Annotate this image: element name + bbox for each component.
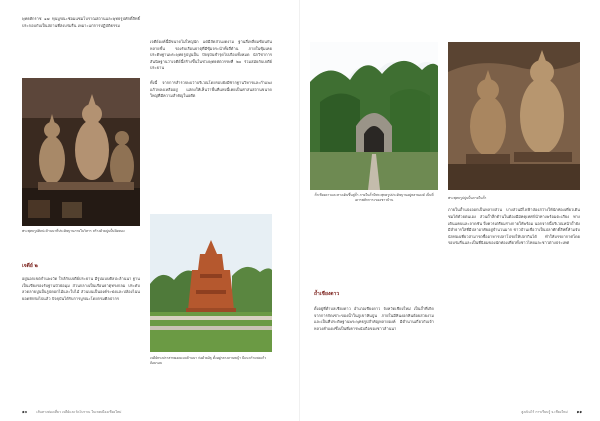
cave-paragraph: ตั้งอยู่ที่ตำบลเชียงดาว อำเภอเชียงดาว จังหวัดเชียงใหม่ เป็นถ้ำที่เกิดจากการกัดเซาะของน้ำในภูเขาหินปูน ภายในมีหินงอกหินย้อยสวยงาม และเป็นที่ประดิษฐานพระพุทธรูปสำคัญหลายองค์ มีตำนานเกี่ยวกับเจ้าหลวงคำแดงซึ่งเป็นที่เคารพนับถือของชาวล้านนา (314, 306, 436, 331)
body-paragraph-1: เจดีย์องค์นี้มีขนาดไม่ใหญ่นัก แต่มีสัดส่วนงดงาม ฐานสี่เหลี่ยมซ้อนกันหลายชั้น รองรับเรือนธาตุที่มีซุ้มจระนำทั้งสี่ด้าน ภายในซุ้มเคยประดิษฐานพระพุทธรูปปูนปั้น ปัจจุบันชำรุดไปเกือบทั้งหมด นักวิชาการสันนิษฐานว่าเจดีย์นี้สร้างขึ้นในช่วงพุทธศตวรรษที่ ๒๐ ร่วมสมัยกับเจดีย์ประธาน (150, 39, 272, 71)
right-footer (521, 408, 582, 415)
cave-photo-caption: ถ้ำเชียงดาวและทางเดินขึ้นสู่ถ้ำ ภายในถ้ำมีพระพุทธรูปประดิษฐานอยู่หลายองค์ เป็นที่เคารพสักการะของชาวบ้าน (314, 193, 434, 203)
running-footer: สูงเนินไร้ การเรียนรู้ จ.เชียงใหม่ (521, 410, 568, 414)
section-heading: ถ้ำเชียงดาว (314, 291, 340, 297)
right-page (300, 0, 600, 421)
right-page-column-2 (448, 196, 580, 247)
stupa-2-section (22, 262, 140, 302)
photo-caption-wrap (314, 193, 434, 204)
section-heading: เจดีย์ ๒ (22, 263, 38, 269)
left-page-column-2 (150, 39, 272, 100)
cave-section (314, 290, 434, 332)
page-number: ๑๑ (576, 409, 582, 414)
intro-paragraph: พุทธศักราช ๑๗ ทุนบูรณะซ่อมแซมโบราณสถานและพุทธรูปศักดิ์สิทธิ์ ประกอบกับเป็นสถานที่สงบร่มรื่น เหมาะแก่การปฏิบัติธรรม (22, 16, 142, 28)
photo-caption-wrap (22, 229, 140, 234)
brick-stupa-photo (150, 214, 272, 352)
buddha-photo-caption: พระพุทธรูปศิลปะล้านนาที่ประดิษฐานภายในวิหาร สร้างด้วยปูนปั้นปิดทอง (22, 229, 125, 233)
cave-buddha-caption: พระพุทธรูปปูนปั้นภายในถ้ำ (448, 196, 487, 200)
body-paragraph: ภายในถ้ำแบ่งออกเป็นหลายส่วน บางส่วนมีไฟฟ้าส่องสว่างให้นักท่องเที่ยวเดินชมได้ด้วยตนเอง ส่วนถ้ำลึกด้านในต้องมีมัคคุเทศก์นำทางพร้อมตะเกียง ทางเดินแคบและลาดชัน จึงควรเตรียมร่างกายให้พร้อม นอกจากนี้บริเวณหน้าถ้ำยังมีลำธารใสที่มีปลาอาศัยอยู่จำนวนมาก ชาวบ้านเชื่อว่าเป็นปลาศักดิ์สิทธิ์ห้ามจับ นักท่องเที่ยวสามารถซื้ออาหารปลาโปรยให้ปลากินได้ ทำให้บรรยากาศโดยรอบร่มรื่นและเป็นที่นิยมของนักท่องเที่ยวทั้งชาวไทยและชาวต่างประเทศ (448, 207, 582, 246)
running-footer: เส้นทางท่องเที่ยว เจดีย์และวัดโบราณ ในเขตเมืองเชียงใหม่ (36, 410, 122, 414)
left-page-column-1 (22, 16, 140, 29)
cave-entrance-photo (310, 42, 438, 190)
stupa-2-paragraph: อยู่นอกเขตกำแพงวัด ใกล้กับเจดีย์ประธาน มีรูปแบบศิลปะล้านนา ฐานเป็นเขียงรองรับฐานบัวย่อมุม ส่วนกลางเป็นเรือนธาตุทรงกลม ประดับลวดลายปูนปั้นรูปดอกไม้และใบไม้ ส่วนบนเป็นองค์ระฆังและปล้องไฉน ยอดหักพังไปแล้ว ปัจจุบันได้รับการบูรณะโดยกรมศิลปากร (22, 276, 142, 301)
cave-buddha-photo (448, 42, 580, 190)
photo-caption-wrap (150, 356, 272, 367)
left-footer (22, 408, 121, 415)
stupa-photo-caption: เจดีย์ทรงปราสาทยอดแบบล้านนา ก่อด้วยอิฐ ตั้งอยู่กลางลานหญ้า มีแนวกำแพงแก้วล้อมรอบ (150, 356, 267, 366)
page-number: ๑๐ (22, 409, 28, 414)
buddha-statues-photo (22, 78, 140, 226)
body-paragraph-2: ทั้งนี้ จากการสำรวจพบว่าบริเวณโดยรอบยังมีซากฐานวิหารและกำแพงแก้วหลงเหลืออยู่ แสดงให้เห็นว่าพื้นที่แห่งนี้เคยเป็นศาสนสถานขนาดใหญ่ที่มีความสำคัญในอดีต (150, 79, 272, 99)
